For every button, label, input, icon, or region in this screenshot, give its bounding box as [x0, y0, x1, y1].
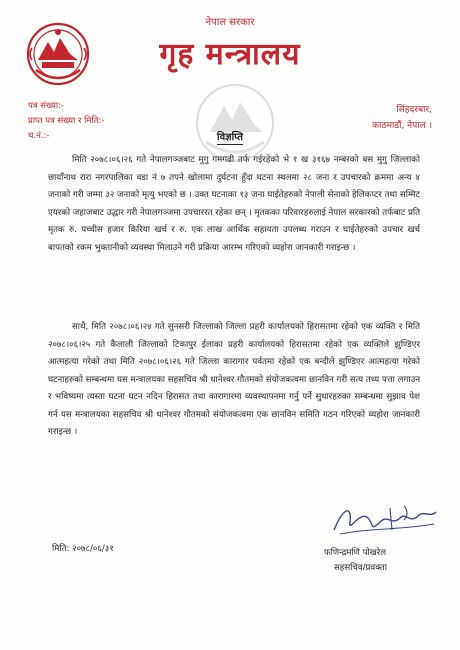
issue-date: मिति: २०७८/०६/३१ — [52, 544, 114, 554]
received-letter-label: प्राप्त पत्र संख्या र मिति:- — [28, 116, 105, 126]
signatory-name: फणिन्द्रमणि पोखरेल — [324, 548, 387, 558]
address-line-1: सिंहदरबार, — [396, 105, 432, 115]
notice-title — [0, 129, 460, 143]
notice-title-text: विज्ञप्ति — [217, 132, 243, 143]
notice-paragraph-2: साथै, मिति २०७८।०६।२४ गते सुनसरी जिल्लाको जिल्ला प्रहरी कार्यालयको हिरासतमा रहेको एक व्यक्ति र मिति २०७८।०६।२५ गते कैलाली जिल्लाको टिकापुर ईलाका प्रहरी कार्यालयको हिरासतमा रहेको एक व्यक्तिले झुण्डिएर आत्महत्या गरेको तथा मिति २०७८।०६।२६ गते जिल्ला कारागार पर्वतमा रहेको एक बन्दीले झुण्डिएर आत्महत्या गरेको घटनाहरुको सम्बन्धमा यस मन्त्रालयका सहसचिव श्री धानेश्वर गौतमको संयोजकत्वमा छानविन गरी सत्य तथ्य पत्ता लगाउन र भविष्यमा त्यस्ता घटना घटन नदिन हिरासत तथा कारागारमा व्यवस्थापनमा गर्नु पर्ने सुधारहरुका सम्बन्धमा सुझाव पेश गर्न यस मन्त्रालयका सहसचिव श्री धानेश्वर गौतमको संयोजकत्वमा एक छानविन समिति गठन गरिएको व्यहोरा जानकारी गराइन्छ । — [48, 322, 420, 437]
ministry-name: गृह मन्त्रालय — [159, 37, 301, 72]
signatory-title: सहसचिव/प्रवक्ता — [334, 563, 387, 573]
handwritten-signature — [330, 500, 440, 540]
letter-number-label: पत्र संख्या:- — [28, 101, 65, 111]
notice-paragraph-1: मिति २०७८।०६।२६ गते नेपालगञ्जबाट मुगु गमगढी तर्फ गईरहेको भे १ ख ३१६७ नम्बरको बस मुगु जिल्लाको छायाँनाथ रारा नगरपालिका वडा नं ७ तपने खोलामा दुर्घटना हुँदा घटना स्थलमा २८ जना र उपचारको क्रममा अन्य ४ जनाको गरी जम्मा ३२ जनाको मृत्यु भएको छ । उक्त घटनाका १३ जना घाईतेहरुको नेपाली सेनाको हेलिकप्टर तथा सम्मिट एयरको जहाजबाट उद्धार गरी नेपालगञ्जमा उपचाररत रहेका छन् । मृतकका परिवारहरुलाई नेपाल सरकारको तर्फबाट प्रति मृतक रु. पच्चीस हजार किरिया खर्च र रु. एक लाख आर्थिक सहायता उपलब्ध गराउन र घाईतेहरुको उपचार खर्च बापतको रकम भुक्तानीको व्यवस्था मिलाउने गरी प्रक्रिया आरम्भ गरिएको व्यहोरा जानकारी गराइन्छ । — [48, 155, 420, 253]
address-line-2: काठमाडौं, नेपाल । — [372, 121, 432, 131]
dispatch-number-label: च.नं.:- — [28, 131, 50, 141]
government-name: नेपाल सरकार — [205, 17, 255, 28]
